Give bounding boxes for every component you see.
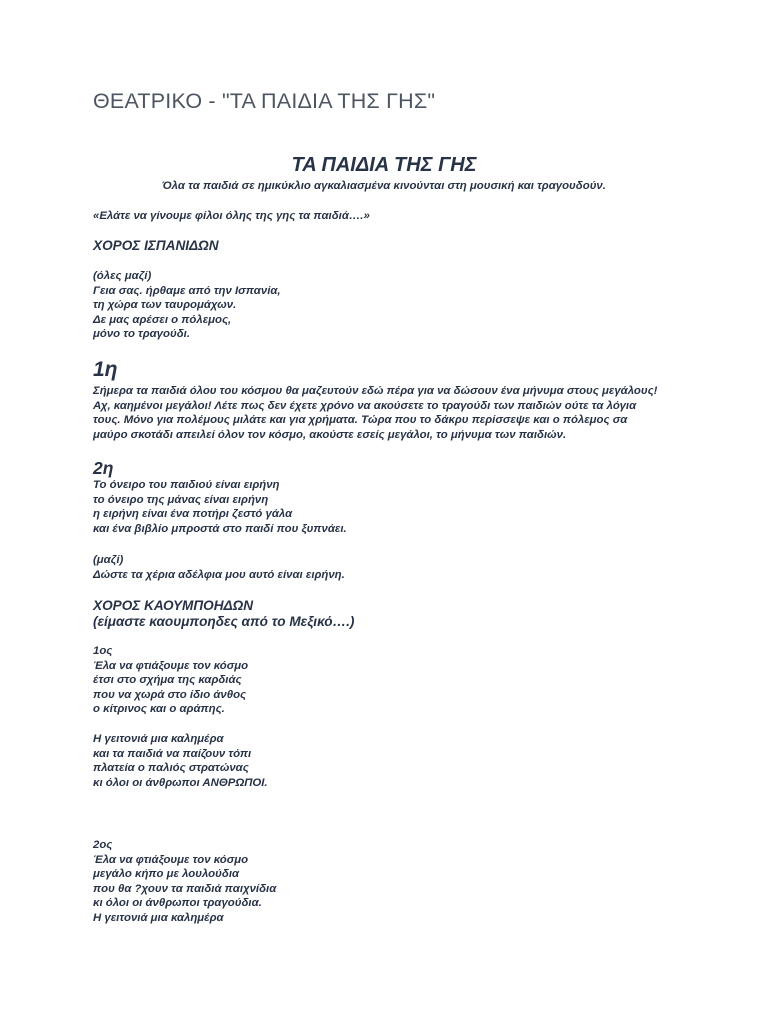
text-line: Το όνειρο του παιδιού είναι ειρήνη [93,479,280,491]
text-line: 2ος [93,839,113,851]
stage-direction: Όλα τα παιδιά σε ημικύκλιο αγκαλιασμένα κινούνται στη μουσική και τραγουδούν. [162,180,606,192]
text-line: τους. Μόνο για πολέμους μιλάτε και για χρήματα. Τώρα που το δάκρυ περίσσεψε και ο πόλεμος σα [93,414,628,427]
text-line: (όλες μαζί) [93,270,152,282]
chorus-cowboys-subheading: (είμαστε καουμποηδες από το Μεξικό….) [93,614,355,629]
opening-line [93,209,370,224]
text-line: κι όλοι οι άνθρωποι τραγούδια. [93,897,262,910]
chorus-spain-heading: ΧΟΡΟΣ ΙΣΠΑΝΙΔΩΝ [93,238,219,253]
text-line: Έλα να φτιάξουμε τον κόσμο [93,659,249,672]
text-line: τη χώρα των ταυρομάχων. [93,299,237,312]
text-line: έτσι στο σχήμα της καρδιάς [93,674,242,687]
text-line: Η γειτονιά μια καλημέρα [93,911,224,924]
verse2-text [93,838,276,926]
text-line: μαύρο σκοτάδι απειλεί όλον τον κόσμο, ακούστε εσείς μεγάλοι, το μήνυμα των παιδιών. [93,428,567,441]
text-line: Δε μας αρέσει ο πόλεμος, [93,313,232,326]
text-line: Δώστε τα χέρια αδέλφια μου αυτό είναι ειρήνη. [93,568,345,581]
text-line: το όνειρο της μάνας είναι ειρήνη [93,493,269,506]
opening-line-text: «Ελάτε να γίνουμε φίλοι όλης της γης τα παιδιά….» [93,210,370,222]
part2-text [93,478,347,536]
text-line: Σήμερα τα παιδιά όλου του κόσμου θα μαζευτούν εδώ πέρα για να δώσουν ένα μήνυμα στους μεγάλους! [93,385,658,397]
part1-text [93,384,657,442]
text-line: και ένα βιβλίο μπροστά στο παιδί που ξυπνάει. [93,522,347,535]
text-line: που να χωρά στο ίδιο άνθος [93,688,247,701]
part2-heading: 2η [93,458,114,478]
text-line: 1ος [93,645,113,657]
text-line: η ειρήνη είναι ένα ποτήρι ζεστό γάλα [93,508,293,521]
text-line: μόνο το τραγούδι. [93,328,190,341]
text-line: κι όλοι οι άνθρωποι ΑΝΘΡΩΠΟΙ. [93,776,268,789]
chorus-cowboys-heading: ΧΟΡΟΣ ΚΑΟΥΜΠΟΗΔΩΝ [93,598,254,613]
text-line: και τα παιδιά να παίζουν τόπι [93,747,252,760]
part2-together [93,553,345,582]
verse1-text [93,644,248,717]
text-line: (μαζί) [93,554,124,566]
verse1-refrain [93,732,268,790]
text-line: Γεια σας. ήρθαμε από την Ισπανία, [93,284,281,297]
document-title: ΘΕΑΤΡΙΚΟ - "ΤΑ ΠΑΙΔΙΑ ΤΗΣ ΓΗΣ" [93,89,436,113]
text-line: μεγάλο κήπο με λουλούδια [93,868,240,881]
part1-heading: 1η [93,358,118,381]
text-line: που θα ?χουν τα παιδιά παιχνίδια [93,882,277,895]
text-line: Έλα να φτιάξουμε τον κόσμο [93,853,249,866]
text-line: Αχ, καημένοι μεγάλοι! Λέτε πως δεν έχετε χρόνο να ακούσετε το τραγούδι των παιδιών ούτε τα λόγια [93,399,637,412]
text-line: ο κίτρινος και ο αράπης. [93,703,225,716]
text-line: πλατεία ο παλιός στρατώνας [93,762,249,775]
play-title: ΤΑ ΠΑΙΔΙΑ ΤΗΣ ΓΗΣ [291,154,477,176]
chorus-spain-text [93,269,281,342]
text-line: Η γειτονιά μια καλημέρα [93,733,224,745]
